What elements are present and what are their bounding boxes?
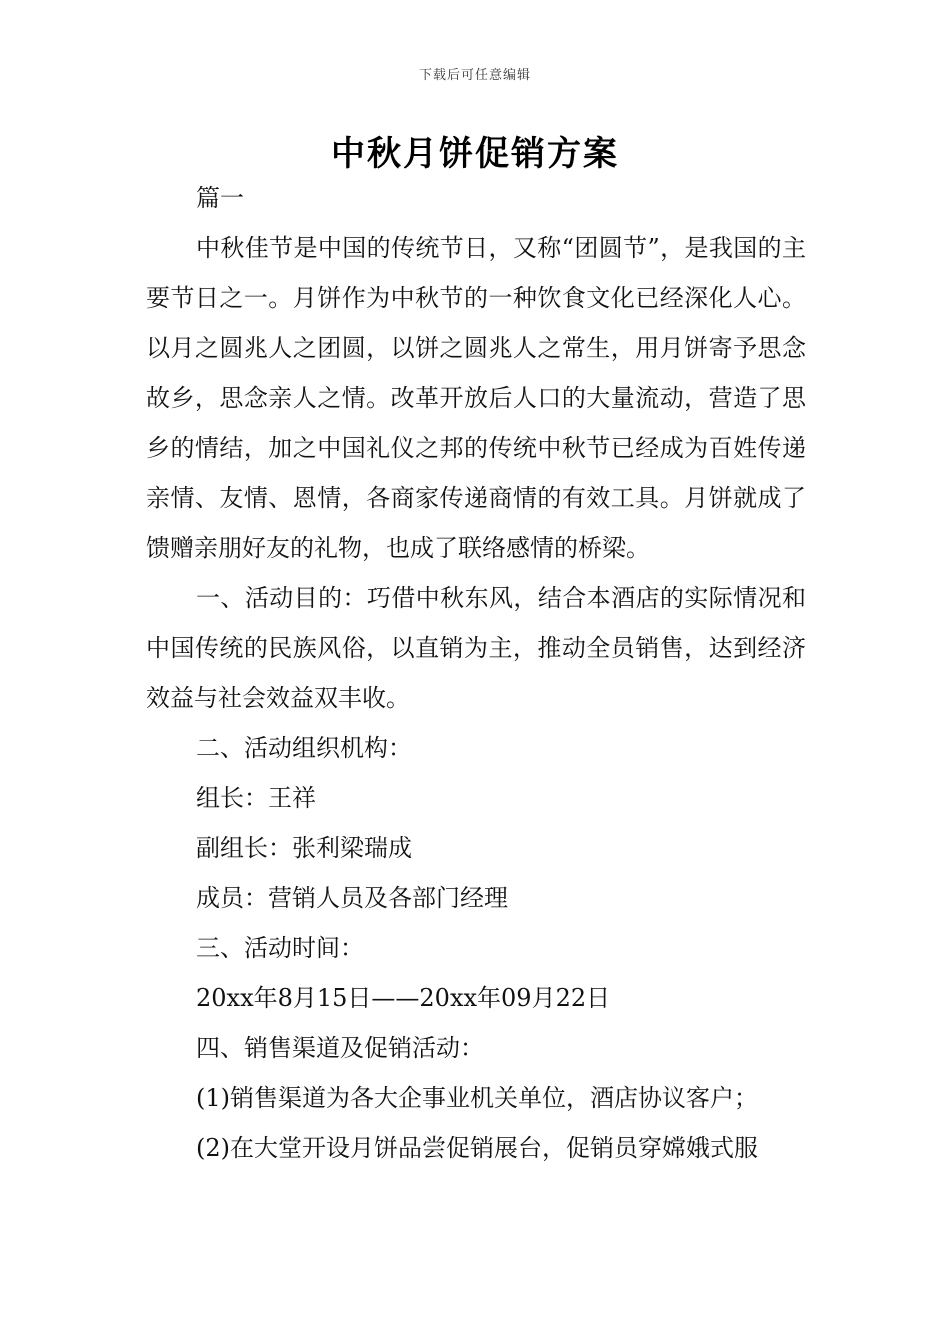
document-title: 中秋月饼促销方案 bbox=[331, 134, 619, 174]
channel-item-2: (2)在大堂开设月饼品尝促销展台，促销员穿嫦娥式服 bbox=[196, 1134, 758, 1162]
channel-heading: 四、销售渠道及促销活动： bbox=[196, 1034, 484, 1062]
purpose-paragraph: 一、活动目的：巧借中秋东风，结合本酒店的实际情况和中国传统的民族风俗，以直销为主，推动全员销售，达到经济效益与社会效益双丰收。 bbox=[146, 584, 806, 712]
page-header-note: 下载后可任意编辑 bbox=[418, 68, 531, 83]
section-label: 篇一 bbox=[196, 184, 244, 212]
document-body bbox=[146, 173, 806, 1173]
deputy-line: 副组长：张利梁瑞成 bbox=[196, 834, 412, 862]
intro-paragraph: 中秋佳节是中国的传统节日，又称“团圆节”，是我国的主要节日之一。月饼作为中秋节的一种饮食文化已经深化人心。以月之圆兆人之团圆，以饼之圆兆人之常生，用月饼寄予思念故乡，思念亲人之情。改革开放后人口的大量流动，营造了思乡的情结，加之中国礼仪之邦的传统中秋节已经成为百姓传递亲情、友情、恩情，各商家传递商情的有效工具。月饼就成了馈赠亲朋好友的礼物，也成了联络感情的桥梁。 bbox=[146, 234, 806, 562]
time-value: 20xx年8月15日——20xx年09月22日 bbox=[196, 984, 611, 1012]
time-heading: 三、活动时间： bbox=[196, 934, 364, 962]
channel-item-1: (1)销售渠道为各大企事业机关单位，酒店协议客户； bbox=[196, 1084, 758, 1112]
members-line: 成员：营销人员及各部门经理 bbox=[196, 884, 508, 912]
org-heading: 二、活动组织机构： bbox=[196, 734, 412, 762]
leader-line: 组长：王祥 bbox=[196, 784, 316, 812]
